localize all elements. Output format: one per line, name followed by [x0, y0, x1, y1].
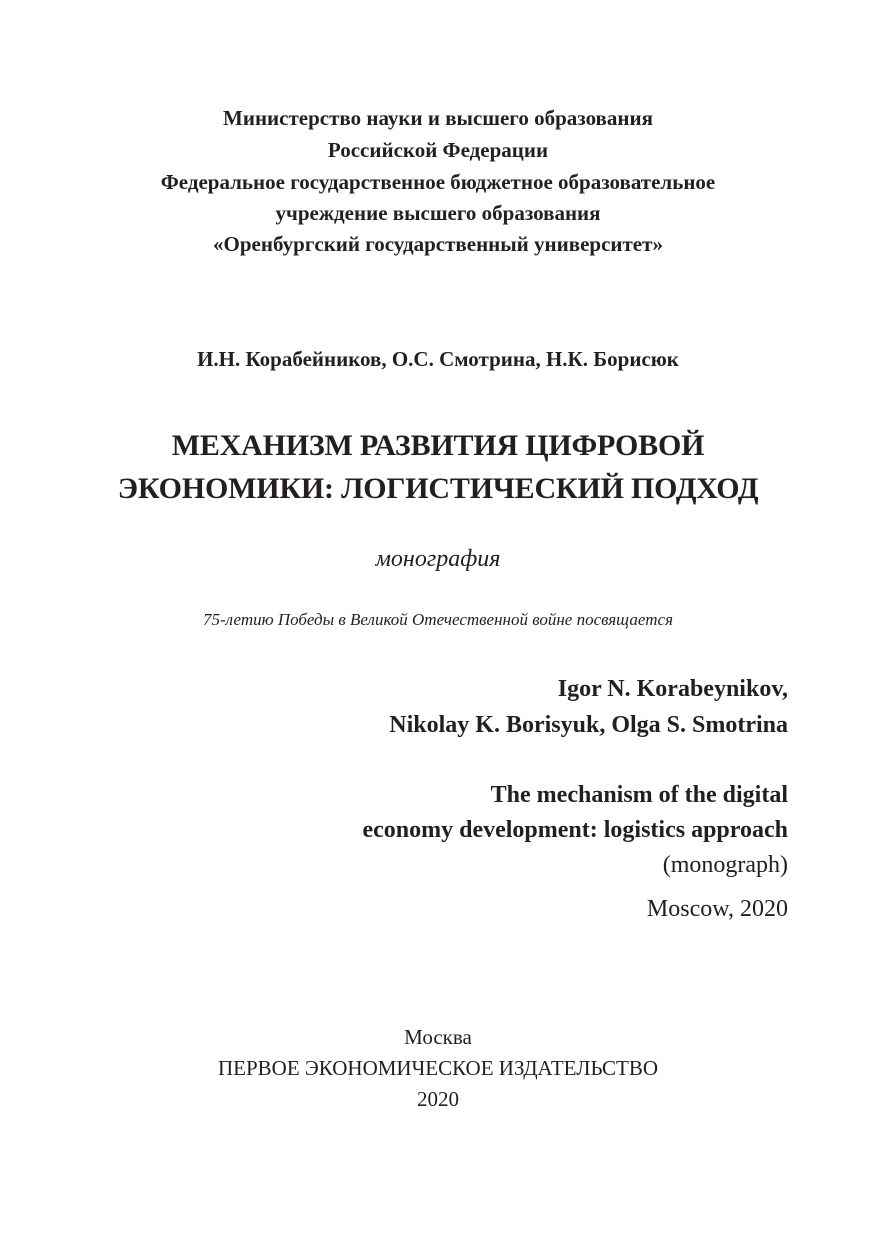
place-year-en: Moscow, 2020: [646, 896, 788, 922]
institution-line-2: Российской Федерации: [327, 138, 549, 162]
imprint-publisher: ПЕРВОЕ ЭКОНОМИЧЕСКОЕ ИЗДАТЕЛЬСТВО: [217, 1056, 659, 1080]
institution-line-4: учреждение высшего образования: [275, 201, 601, 225]
institution-line-5: «Оренбургский государственный университет»: [213, 232, 663, 256]
imprint-city: Москва: [404, 1025, 472, 1049]
subtitle-ru: монография: [375, 546, 501, 572]
authors-en-line-2: Nikolay K. Borisyuk, Olga S. Smotrina: [389, 712, 788, 738]
subtitle-en: (monograph): [662, 852, 788, 878]
authors-en-line-1: Igor N. Korabeynikov,: [557, 676, 788, 702]
imprint-year: 2020: [417, 1087, 459, 1111]
authors-ru: И.Н. Корабейников, О.С. Смотрина, Н.К. Борисюк: [197, 347, 679, 371]
institution-line-1: Министерство науки и высшего образования: [223, 106, 653, 130]
institution-line-3: Федеральное государственное бюджетное образовательное: [160, 170, 716, 194]
title-en-line-1: The mechanism of the digital: [490, 782, 788, 808]
dedication: 75-летию Победы в Великой Отечественной войне посвящается: [203, 610, 673, 629]
title-ru-line-2: ЭКОНОМИКИ: ЛОГИСТИЧЕСКИЙ ПОДХОД: [117, 472, 759, 505]
title-ru-line-1: МЕХАНИЗМ РАЗВИТИЯ ЦИФРОВОЙ: [171, 429, 705, 462]
title-en-line-2: economy development: logistics approach: [362, 817, 788, 843]
